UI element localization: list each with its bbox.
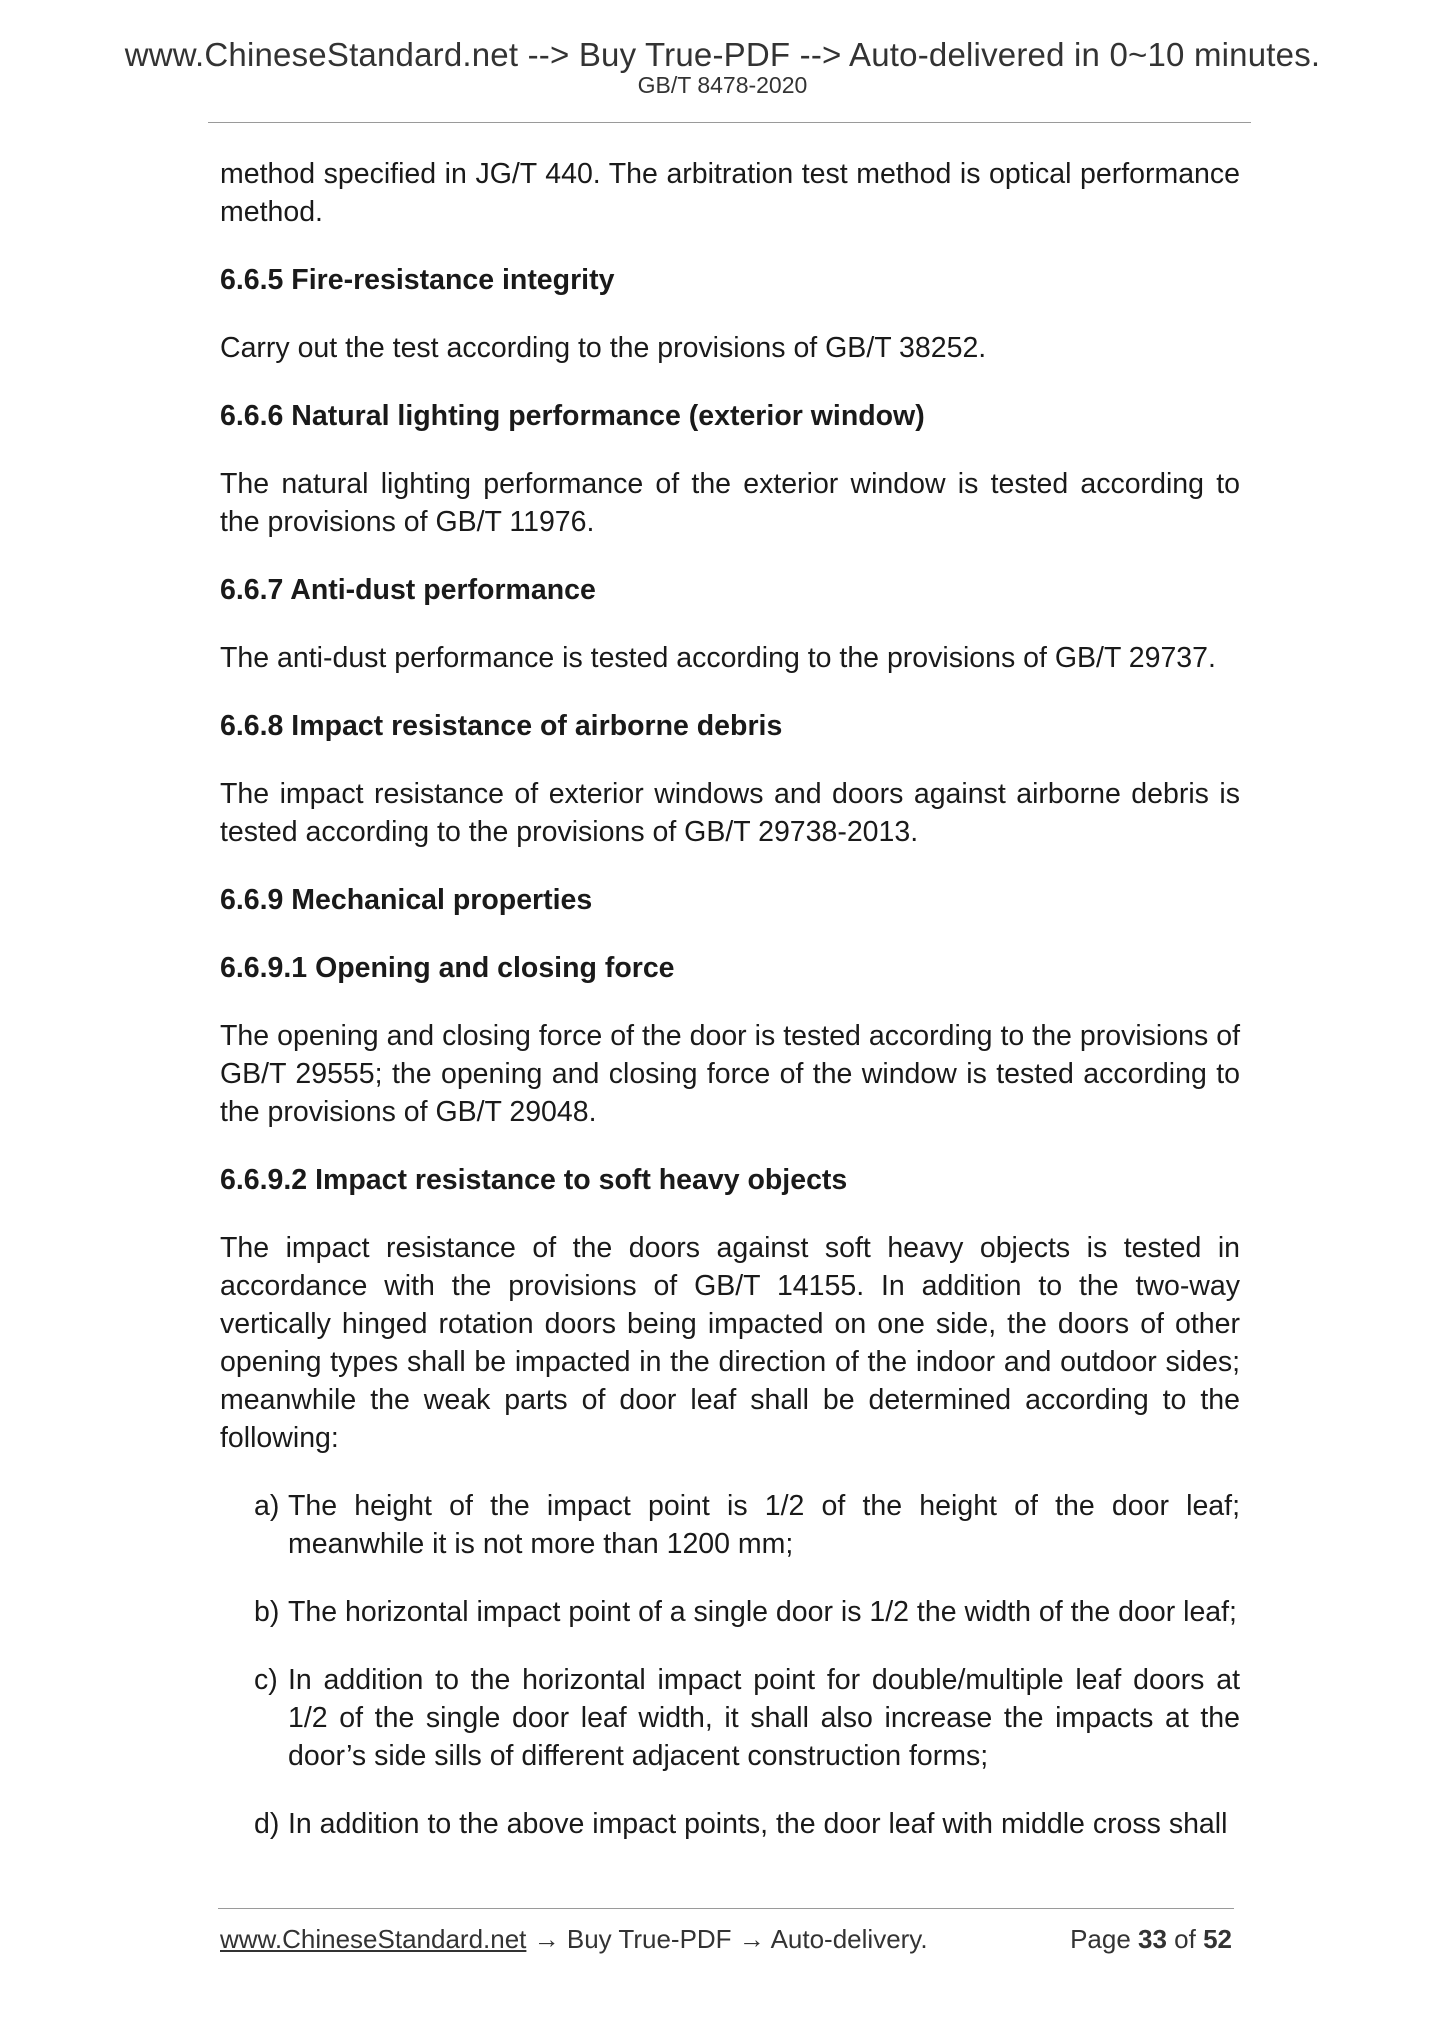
list-item-label: c) [254, 1664, 278, 1696]
list-item-text: The height of the impact point is 1/2 of the height of the door leaf; meanwhile it is not more than 1200 mm; [288, 1490, 1240, 1560]
standard-code: GB/T 8478-2020 [637, 72, 808, 98]
list-item [254, 1805, 1240, 1843]
list-item [254, 1487, 1240, 1563]
list-item-label: a) [254, 1490, 280, 1522]
list-item-label: b) [254, 1596, 280, 1628]
list-item [254, 1593, 1240, 1631]
section-6-6-9-2-text: The impact resistance of the doors against soft heavy objects is tested in accordance with the provisions of GB/T 14155. In addition to the two-way vertically hinged rotation doors being impacted on one side, the doors of other opening types shall be impacted in the direction of the indoor and outdoor sides; meanwhile the weak parts of door leaf shall be determined according to the following: [220, 1232, 1240, 1454]
list-item-text: In addition to the above impact points, the door leaf with middle cross shall [288, 1808, 1228, 1840]
footer-tagline: → Buy True-PDF → Auto-delivery. [526, 1924, 928, 1954]
section-6-6-9-2-heading: 6.6.9.2 Impact resistance to soft heavy objects [220, 1164, 848, 1196]
page-of: of [1166, 1924, 1204, 1954]
section-6-6-6-text: The natural lighting performance of the exterior window is tested according to the provisions of GB/T 11976. [220, 468, 1240, 538]
page-current: 33 [1138, 1924, 1167, 1954]
section-6-6-9-heading: 6.6.9 Mechanical properties [220, 884, 593, 916]
intro-paragraph: method specified in JG/T 440. The arbitration test method is optical performance method. [220, 158, 1240, 228]
section-6-6-7-text: The anti-dust performance is tested according to the provisions of GB/T 29737. [220, 642, 1216, 674]
footer-left [220, 1924, 928, 1955]
section-6-6-7-heading: 6.6.7 Anti-dust performance [220, 574, 596, 606]
list-item-label: d) [254, 1808, 280, 1840]
site-banner: www.ChineseStandard.net --> Buy True-PDF --> Auto-delivered in 0~10 minutes. [124, 36, 1321, 73]
section-6-6-5-text: Carry out the test according to the provisions of GB/T 38252. [220, 332, 987, 364]
section-6-6-9-1-text: The opening and closing force of the door is tested according to the provisions of GB/T 29555; the opening and closing force of the window is tested according to the provisions of GB/T 29048. [220, 1020, 1240, 1128]
list-item-text: The horizontal impact point of a single door is 1/2 the width of the door leaf; [288, 1596, 1237, 1628]
page-number [1070, 1924, 1232, 1955]
section-6-6-5-heading: 6.6.5 Fire-resistance integrity [220, 264, 615, 296]
section-6-6-6-heading: 6.6.6 Natural lighting performance (exterior window) [220, 400, 925, 432]
section-6-6-8-heading: 6.6.8 Impact resistance of airborne debris [220, 710, 783, 742]
site-link[interactable]: www.ChineseStandard.net [220, 1924, 527, 1954]
list-item [254, 1661, 1240, 1775]
document-body [220, 155, 1240, 1873]
section-6-6-8-text: The impact resistance of exterior windows and doors against airborne debris is tested according to the provisions of GB/T 29738-2013. [220, 778, 1240, 848]
page-prefix: Page [1070, 1924, 1139, 1954]
page-total: 52 [1203, 1924, 1232, 1954]
section-6-6-9-1-heading: 6.6.9.1 Opening and closing force [220, 952, 675, 984]
header-divider [208, 122, 1251, 123]
footer-divider [218, 1908, 1234, 1909]
page-footer [220, 1924, 1232, 1955]
list-item-text: In addition to the horizontal impact point for double/multiple leaf doors at 1/2 of the single door leaf width, it shall also increase the impacts at the door’s side sills of different adjacent construction forms; [288, 1664, 1240, 1772]
